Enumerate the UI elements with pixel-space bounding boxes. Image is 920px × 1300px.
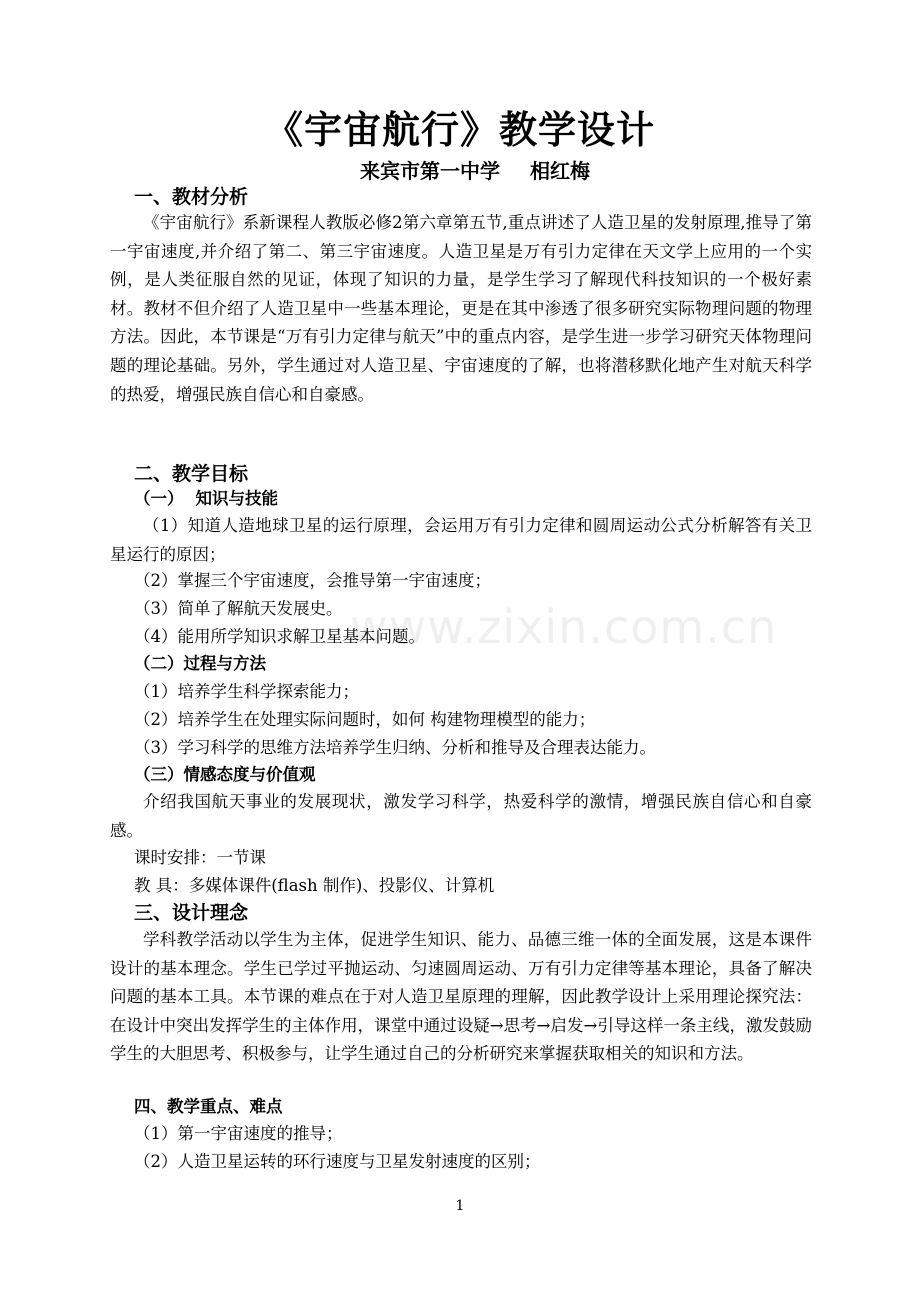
design-concept-paragraph: 学科教学活动以学生为主体，促进学生知识、能力、品德三维一体的全面发展，这是本课件设计的基本理念。学生已学过平抛运动、匀速圆周运动、万有引力定律等基本理论，具备了解决问题的基本工具。本节课的难点在于对人造卫星原理的理解，因此教学设计上采用理论探究法：在设计中突出发挥学生的主体作用，课堂中通过设疑→思考→启发→引导这样一条主线，激发鼓励学生的大胆思考、积极参与，让学生通过自己的分析研究来掌握获取相关的知识和方法。	[110, 930, 812, 1064]
process-item-1: （1）培养学生科学探索能力；	[134, 682, 359, 701]
subheading-label: （一）	[134, 489, 184, 508]
watermark: www.zixin.com.cn	[350, 600, 778, 654]
subheading-title: 知识与技能	[195, 489, 278, 508]
knowledge-item-1: （1）知道人造地球卫星的运行原理，会运用万有引力定律和圆周运动公式分析解答有关卫星运行的原因；	[110, 516, 812, 564]
process-item-2: （2）培养学生在处理实际问题时，如何 构建物理模型的能力；	[134, 710, 596, 729]
class-hours: 课时安排：一节课	[134, 848, 266, 867]
author-school: 来宾市第一中学	[360, 159, 500, 183]
author-name: 相红梅	[530, 159, 590, 183]
knowledge-item-2: （2）掌握三个宇宙速度，会推导第一宇宙速度；	[134, 571, 491, 590]
author-line	[0, 156, 920, 186]
key-point-1: （1）第一宇宙速度的推导；	[134, 1124, 343, 1143]
teaching-tools: 教 具：多媒体课件(flash 制作)、投影仪、计算机	[134, 876, 495, 895]
process-item-3: （3）学习科学的思维方法培养学生归纳、分析和推导及合理表达能力。	[134, 738, 656, 757]
section-heading-design-concept: 三、设计理念	[134, 902, 249, 924]
section-heading-materials: 一、教材分析	[134, 186, 249, 208]
page-number: 1	[455, 1198, 465, 1214]
subheading-process-methods: （二）过程与方法	[134, 654, 266, 673]
section-heading-objectives: 二、教学目标	[134, 463, 249, 485]
materials-paragraph: 《宇宙航行》系新课程人教版必修2第六章第五节,重点讲述了人造卫星的发射原理,推导了第一宇宙速度,并介绍了第二、第三宇宙速度。人造卫星是万有引力定律在天文学上应用的一个实例，是人类征服自然的见证，体现了知识的力量，是学生学习了解现代科技知识的一个极好素材。教材不但介绍了人造卫星中一些基本理论，更是在其中渗透了很多研究实际物理问题的物理方法。因此，本节课是“万有引力定律与航天”中的重点内容，是学生进一步学习研究天体物理问题的理论基础。另外，学生通过对人造卫星、宇宙速度的了解，也将潜移默化地产生对航天科学的热爱，增强民族自信心和自豪感。	[110, 213, 812, 404]
knowledge-item-3: （3）简单了解航天发展史。	[134, 599, 343, 618]
knowledge-item-4: （4）能用所学知识求解卫星基本问题。	[134, 627, 425, 646]
attitudes-paragraph: 介绍我国航天事业的发展现状，激发学习科学，热爱科学的激情，增强民族自信心和自豪感。	[110, 792, 812, 840]
document-title: 《宇宙航行》教学设计	[264, 108, 655, 152]
subheading-knowledge-skills	[134, 486, 278, 512]
subheading-attitudes-values: （三）情感态度与价值观	[134, 765, 316, 784]
key-point-2: （2）人造卫星运转的环行速度与卫星发射速度的区别；	[134, 1152, 541, 1171]
section-heading-key-points: 四、教学重点、难点	[134, 1097, 283, 1116]
